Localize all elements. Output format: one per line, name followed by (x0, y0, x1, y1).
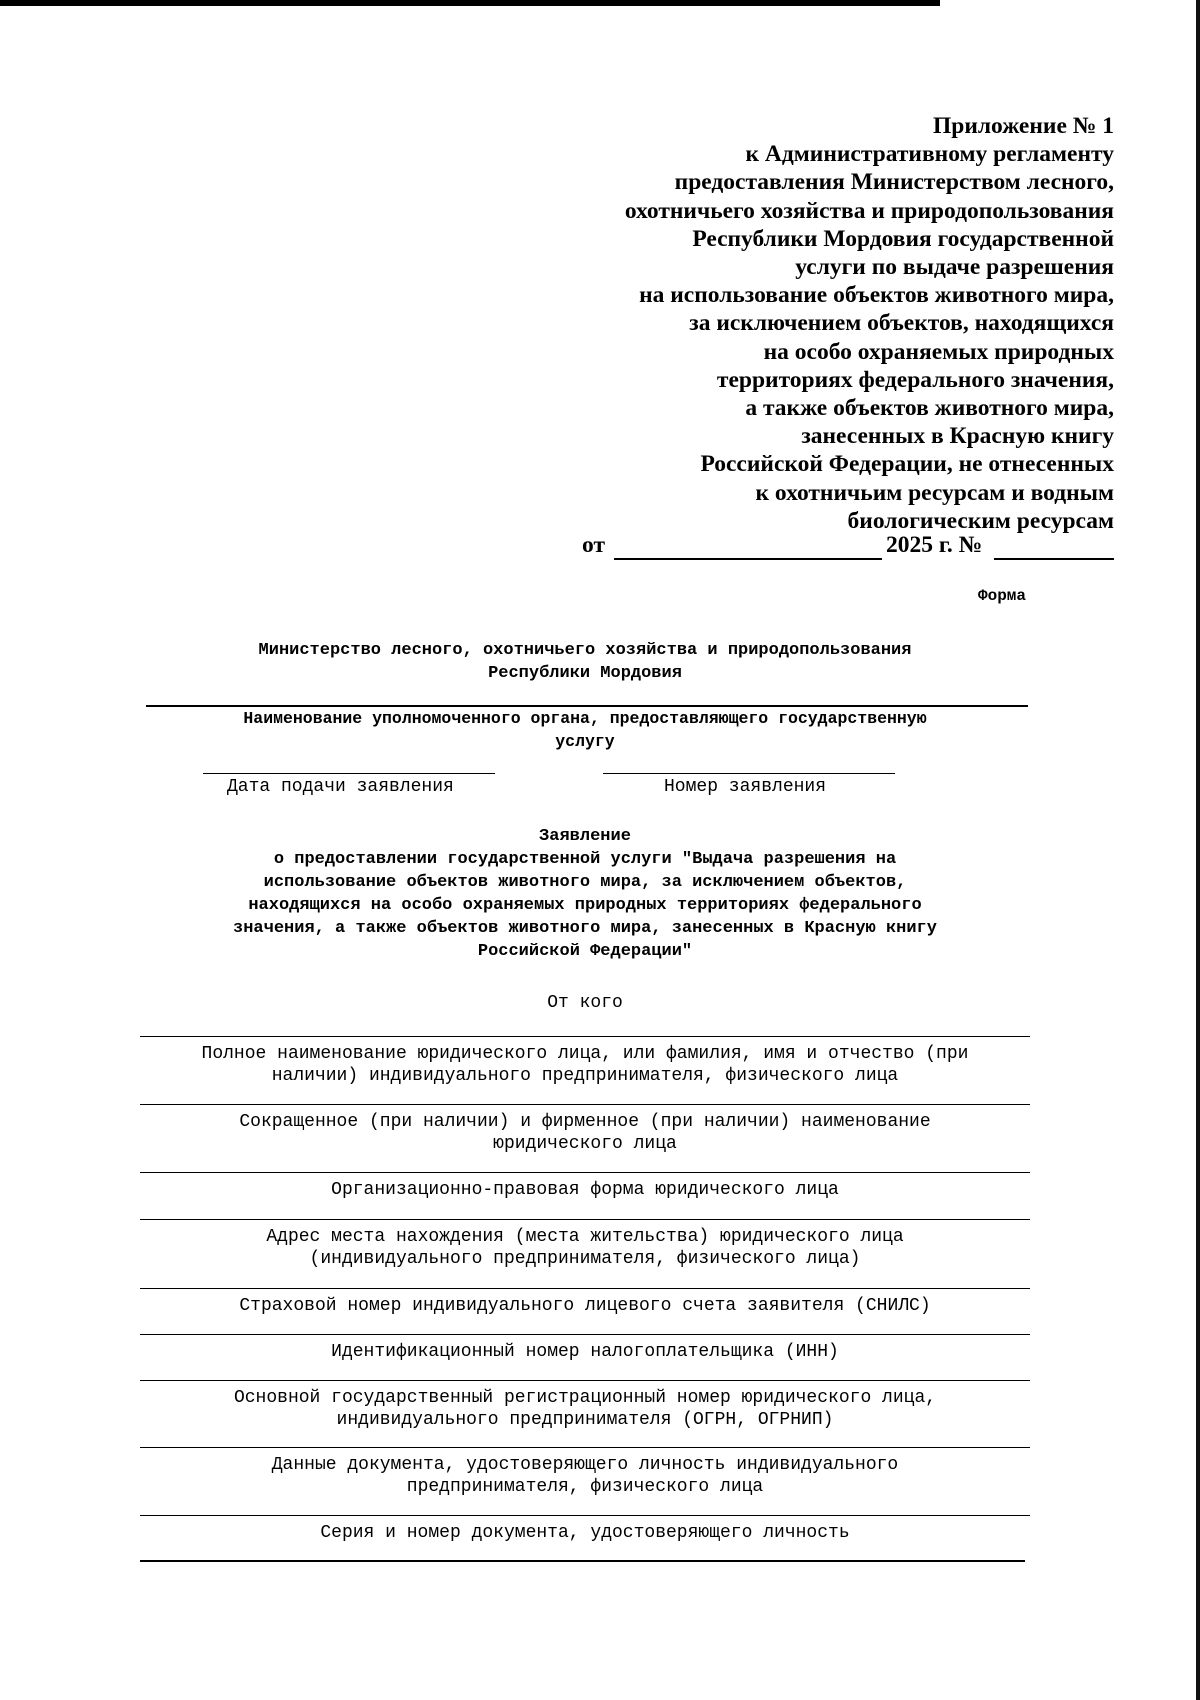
field-caption-line: Серия и номер документа, удостоверяющего личность (320, 1523, 850, 1543)
from-prefix: от (582, 532, 605, 558)
field-address (140, 1219, 1030, 1270)
application-number-label: Номер заявления (664, 777, 827, 797)
field-caption-line: Страховой номер индивидуального лицевого счета заявителя (СНИЛС) (239, 1296, 931, 1316)
application-title (140, 825, 1030, 963)
ministry-line: Министерство лесного, охотничьего хозяйства и природопользования (258, 641, 912, 660)
application-title-line: Российской Федерации" (477, 942, 693, 961)
order-number-blank (994, 558, 1114, 560)
authority-caption (140, 707, 1030, 753)
header-line: биологическим ресурсам (847, 507, 1114, 534)
submission-date-line (203, 773, 495, 774)
scan-border-top (0, 0, 940, 6)
field-caption-line: наличии) индивидуального предпринимателя, физического лица (271, 1066, 899, 1086)
submission-date-label: Дата подачи заявления (227, 777, 454, 797)
field-caption-line: Идентификационный номер налогоплательщика (ИНН) (331, 1342, 839, 1362)
field-ogrn (140, 1380, 1030, 1431)
application-title-line: находящихся на особо охраняемых природных территориях федерального (248, 896, 922, 915)
header-line: Приложение № 1 (932, 113, 1114, 139)
header-line: на использование объектов животного мира, (639, 282, 1114, 309)
scan-border-right (1196, 0, 1200, 1700)
header-line: охотничьего хозяйства и природопользования (624, 197, 1114, 224)
application-number-line (603, 773, 895, 774)
header-line: Республики Мордовия государственной (692, 225, 1114, 252)
field-snils (140, 1288, 1030, 1317)
header-line: а также объектов животного мира, (745, 395, 1114, 422)
field-caption-line: Организационно-правовая форма юридического лица (331, 1180, 839, 1200)
field-inn (140, 1334, 1030, 1363)
header-line: услуги по выдаче разрешения (795, 254, 1114, 281)
authority-caption-line: услугу (555, 732, 615, 751)
header-line: к Административному регламенту (745, 141, 1114, 168)
application-heading: Заявление (539, 827, 631, 846)
order-date-number-row (582, 532, 1114, 562)
year-number-label: 2025 г. № (886, 532, 983, 558)
authority-caption-line: Наименование уполномоченного органа, предоставляющего государственную (243, 709, 927, 728)
header-line: на особо охраняемых природных (763, 338, 1114, 365)
field-full-name (140, 1036, 1030, 1087)
field-short-name (140, 1104, 1030, 1155)
field-caption-line: индивидуального предпринимателя (ОГРН, ОГРНИП) (336, 1410, 834, 1430)
field-document-series-number (140, 1515, 1030, 1544)
field-caption-line: Сокращенное (при наличии) и фирменное (при наличии) наименование (239, 1112, 931, 1132)
header-line: предоставления Министерством лесного, (674, 169, 1114, 196)
field-caption-line: Адрес места нахождения (места жительства) юридического лица (266, 1227, 904, 1247)
order-date-blank (614, 558, 882, 560)
header-line: Российской Федерации, не отнесенных (700, 451, 1114, 478)
ministry-name (140, 639, 1030, 685)
field-caption-line: (индивидуального предпринимателя, физического лица) (309, 1249, 861, 1269)
field-caption-line: юридического лица (493, 1134, 677, 1154)
application-title-line: о предоставлении государственной услуги "Выдача разрешения на (273, 850, 897, 869)
field-caption-line: Данные документа, удостоверяющего личность индивидуального (271, 1455, 899, 1475)
header-line: территориях федерального значения, (716, 366, 1114, 393)
ministry-line: Республики Мордовия (488, 664, 682, 683)
field-legal-form (140, 1172, 1030, 1201)
field-caption-line: предпринимателя, физического лица (406, 1477, 764, 1497)
header-line: занесенных в Красную книгу (801, 423, 1114, 450)
application-title-line: использование объектов животного мира, за исключением объектов, (263, 873, 907, 892)
final-entry-line (140, 1560, 1025, 1562)
field-identity-document (140, 1447, 1030, 1498)
field-caption-line: Основной государственный регистрационный номер юридического лица, (233, 1388, 937, 1408)
appendix-header (494, 112, 1114, 535)
from-whom-label: От кого (547, 993, 623, 1013)
form-label: Форма (977, 587, 1026, 605)
header-line: за исключением объектов, находящихся (689, 310, 1114, 337)
field-caption-line: Полное наименование юридического лица, или фамилия, имя и отчество (при (201, 1044, 969, 1064)
application-title-line: значения, а также объектов животного мира, занесенных в Красную книгу (233, 919, 937, 938)
header-line: к охотничьим ресурсам и водным (755, 479, 1114, 506)
